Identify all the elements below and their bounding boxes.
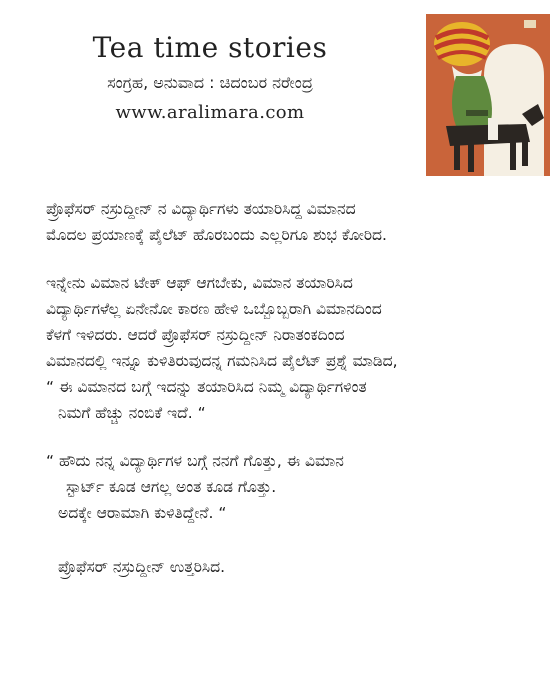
- story-line: “ ಹೌದು ನನ್ನ ವಿದ್ಯಾರ್ಥಿಗಳ ಬಗ್ಗೆ ನನಗೆ ಗೊತ್ತು, ಈ ವಿಮಾನ: [46, 452, 344, 470]
- story-body: [46, 196, 546, 580]
- nasruddin-on-donkey-illustration: [426, 14, 550, 176]
- story-header: [40, 30, 380, 128]
- story-line: ಸ್ಟಾರ್ಟ್ ಕೂಡ ಆಗಲ್ಲ ಅಂತ ಕೂಡ ಗೊತ್ತು.: [66, 478, 277, 496]
- story-line: ವಿದ್ಯಾರ್ಥಿಗಳೆಲ್ಲ ಏನೇನೋ ಕಾರಣ ಹೇಳಿ ಒಬ್ಬೊಬ್ಬರಾಗಿ ವಿಮಾನದಿಂದ: [46, 300, 382, 318]
- story-line: ಮೊದಲ ಪ್ರಯಾಣಕ್ಕೆ ಪೈಲೆಟ್ ಹೊರಬಂದು ಎಲ್ಲರಿಗೂ ಶುಭ ಕೋರಿದ.: [46, 226, 387, 244]
- author-credit: ಸಂಗ್ರಹ, ಅನುವಾದ : ಚಿದಂಬರ ನರೇಂದ್ರ: [107, 73, 313, 92]
- story-line: ನಿಮಗೆ ಹೆಚ್ಚು ನಂಬಿಕೆ ಇದೆ. “: [58, 404, 206, 422]
- website-url: www.aralimara.com: [115, 102, 305, 123]
- story-paragraph: [46, 196, 546, 248]
- story-line: ಪ್ರೊಫೆಸರ್ ನಸ್ರುದ್ದೀನ್ ಉತ್ತರಿಸಿದ.: [58, 558, 226, 576]
- story-line: ಇನ್ನೇನು ವಿಮಾನ ಟೇಕ್ ಆಫ್ ಆಗಬೇಕು, ವಿಮಾನ ತಯಾರಿಸಿದ: [46, 274, 353, 292]
- story-paragraph: [46, 554, 546, 580]
- story-line: ಅದಕ್ಕೇ ಆರಾಮಾಗಿ ಕುಳಿತಿದ್ದೇನೆ. “: [58, 504, 227, 522]
- story-paragraph: [46, 270, 546, 426]
- story-line: ಪ್ರೊಫೆಸರ್ ನಸ್ರುದ್ದೀನ್ ನ ವಿದ್ಯಾರ್ಥಿಗಳು ತಯಾರಿಸಿದ್ದ ವಿಮಾನದ: [46, 200, 356, 218]
- page-title: Tea time stories: [92, 31, 328, 64]
- story-line: ವಿಮಾನದಲ್ಲಿ ಇನ್ನೂ ಕುಳಿತಿರುವುದನ್ನ ಗಮನಿಸಿದ ಪೈಲೆಟ್ ಪ್ರಶ್ನೆ ಮಾಡಿದ,: [46, 352, 398, 370]
- story-line: “ ಈ ವಿಮಾನದ ಬಗ್ಗೆ ಇದನ್ನು ತಯಾರಿಸಿದ ನಿಮ್ಮ ವಿದ್ಯಾರ್ಥಿಗಳಿಂತ: [46, 378, 367, 396]
- story-line: ಕೆಳಗೆ ಇಳಿದರು. ಆದರೆ ಪ್ರೊಫೆಸರ್ ನಸ್ರುದ್ದೀನ್ ನಿರಾತಂಕದಿಂದ: [46, 326, 345, 344]
- story-paragraph: [46, 448, 546, 526]
